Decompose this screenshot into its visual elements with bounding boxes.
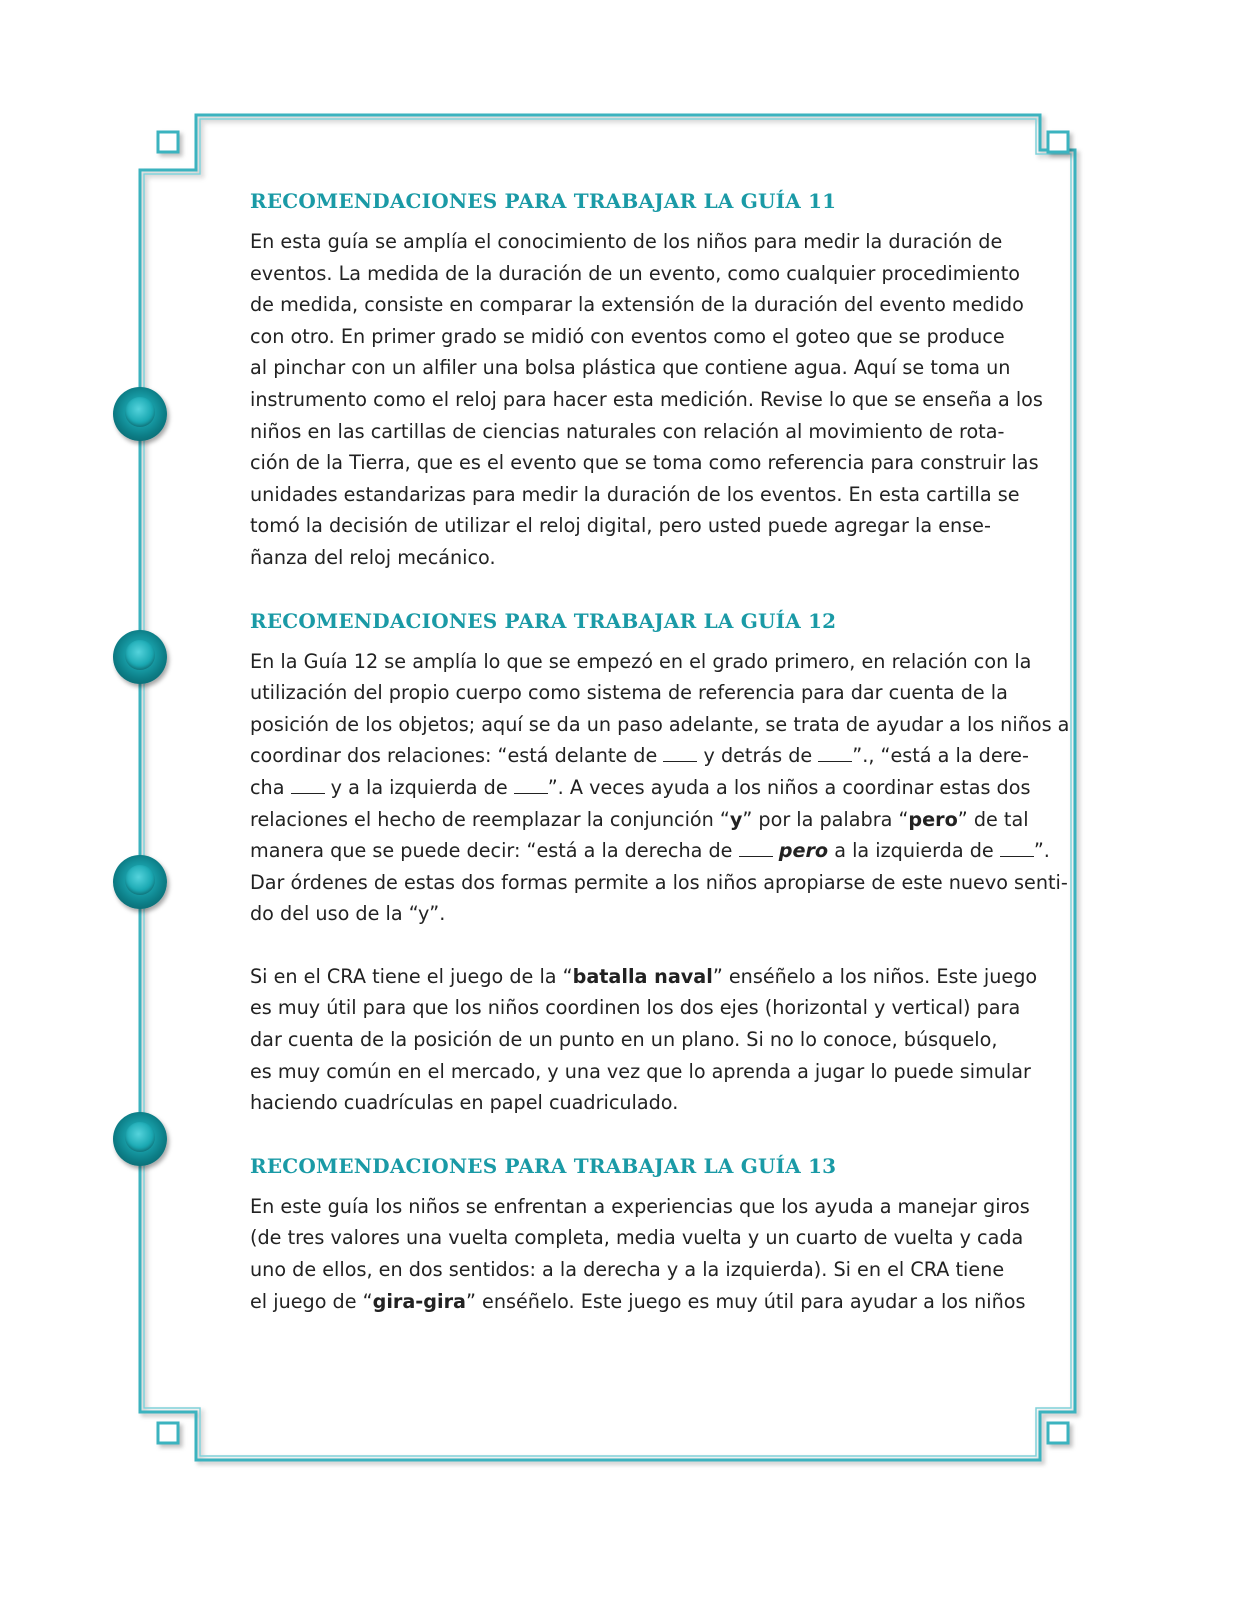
text-line: es muy común en el mercado, y una vez que lo aprenda a jugar lo puede simular	[250, 1059, 1031, 1083]
blank-line	[514, 775, 548, 794]
text-line: eventos. La medida de la duración de un evento, como cualquier procedimiento	[250, 261, 1020, 285]
text-line	[250, 772, 1031, 804]
text-line: En este guía los niños se enfrentan a experiencias que los ayuda a manejar giros	[250, 1194, 1030, 1218]
text-segment: cha	[250, 775, 291, 799]
text-line: Dar órdenes de estas dos formas permite a los niños apropiarse de este nuevo senti-	[250, 870, 1068, 894]
text-line: ción de la Tierra, que es el evento que se toma como referencia para construir las	[250, 451, 1039, 475]
binder-ring-icon	[113, 387, 167, 441]
text-line	[250, 835, 1050, 867]
blank-line	[1000, 838, 1034, 857]
text-segment: Si en el CRA tiene el juego de la “	[250, 964, 573, 988]
binder-ring-icon	[113, 1112, 167, 1166]
text-segment: ” enséñelo. Este juego es muy útil para ayudar a los niños	[466, 1289, 1026, 1313]
text-line: haciendo cuadrículas en papel cuadriculado.	[250, 1091, 679, 1115]
blank-line	[818, 743, 852, 762]
text-line: do del uso de la “y”.	[250, 902, 446, 926]
blank-line	[291, 775, 325, 794]
paragraph-guia-13	[250, 1191, 1030, 1317]
text-line: unidades estandarizas para medir la duración de los eventos. En esta cartilla se	[250, 482, 1020, 506]
text-segment: a la izquierda de	[828, 839, 1000, 863]
text-segment: ”., “está a la dere-	[852, 744, 1029, 768]
text-line	[250, 961, 1038, 993]
text-line	[250, 1286, 1025, 1318]
text-line	[250, 804, 1029, 836]
text-line: uno de ellos, en dos sentidos: a la derecha y a la izquierda). Si en el CRA tiene	[250, 1258, 1005, 1282]
text-segment: coordinar dos relaciones: “está delante de	[250, 744, 664, 768]
text-line: con otro. En primer grado se midió con eventos como el goteo que se produce	[250, 324, 1005, 348]
text-line: En la Guía 12 se amplía lo que se empezó en el grado primero, en relación con la	[250, 649, 1032, 673]
page-content	[250, 186, 1070, 1317]
section-heading-guia-12: RECOMENDACIONES PARA TRABAJAR LA GUÍA 12	[250, 608, 837, 633]
text-segment: manera que se puede decir: “está a la derecha de	[250, 839, 739, 863]
blank-line	[739, 838, 773, 857]
binder-ring-icon	[113, 855, 167, 909]
text-segment: ”.	[1033, 839, 1050, 863]
bold-text: y	[729, 807, 743, 831]
text-segment: relaciones el hecho de reemplazar la conjunción “	[250, 807, 730, 831]
text-line: al pinchar con un alfiler una bolsa plástica que contiene agua. Aquí se toma un	[250, 356, 1011, 380]
section-heading-guia-11: RECOMENDACIONES PARA TRABAJAR LA GUÍA 11	[250, 189, 837, 213]
section-heading-guia-13: RECOMENDACIONES PARA TRABAJAR LA GUÍA 13	[250, 1153, 837, 1178]
text-segment: y detrás de	[697, 744, 819, 768]
paragraph-batalla-naval	[250, 961, 1038, 1119]
bold-text: gira-gira	[372, 1289, 466, 1313]
text-line: niños en las cartillas de ciencias naturales con relación al movimiento de rota-	[250, 419, 1005, 443]
blank-line	[663, 743, 697, 762]
text-line: utilización del propio cuerpo como sistema de referencia para dar cuenta de la	[250, 681, 1008, 705]
paragraph-guia-11	[250, 226, 1043, 574]
text-line: dar cuenta de la posición de un punto en un plano. Si no lo conoce, búsquelo,	[250, 1028, 998, 1052]
text-segment: el juego de “	[250, 1289, 373, 1313]
text-line: (de tres valores una vuelta completa, media vuelta y un cuarto de vuelta y cada	[250, 1226, 1024, 1250]
text-segment: ” enséñelo a los niños. Este juego	[712, 964, 1038, 988]
bold-text: batalla naval	[572, 964, 713, 988]
text-line: es muy útil para que los niños coordinen los dos ejes (horizontal y vertical) para	[250, 996, 1021, 1020]
text-line: de medida, consiste en comparar la extensión de la duración del evento medido	[250, 293, 1024, 317]
text-line: tomó la decisión de utilizar el reloj digital, pero usted puede agregar la ense-	[250, 514, 991, 538]
text-line	[250, 740, 1029, 772]
bold-italic-text: pero	[778, 839, 829, 863]
text-segment: y a la izquierda de	[324, 775, 514, 799]
bold-text: pero	[908, 807, 958, 831]
text-segment: ”. A veces ayuda a los niños a coordinar estas dos	[547, 775, 1031, 799]
text-segment: ” por la palabra “	[742, 807, 909, 831]
text-line: En esta guía se amplía el conocimiento de los niños para medir la duración de	[250, 230, 1003, 253]
text-line: ñanza del reloj mecánico.	[250, 545, 496, 569]
binder-ring-icon	[113, 630, 167, 684]
text-line: instrumento como el reloj para hacer esta medición. Revise lo que se enseña a los	[250, 387, 1043, 411]
paragraph-guia-12	[250, 646, 1070, 930]
text-segment: ” de tal	[957, 807, 1029, 831]
text-line: posición de los objetos; aquí se da un paso adelante, se trata de ayudar a los niños a	[250, 712, 1070, 736]
